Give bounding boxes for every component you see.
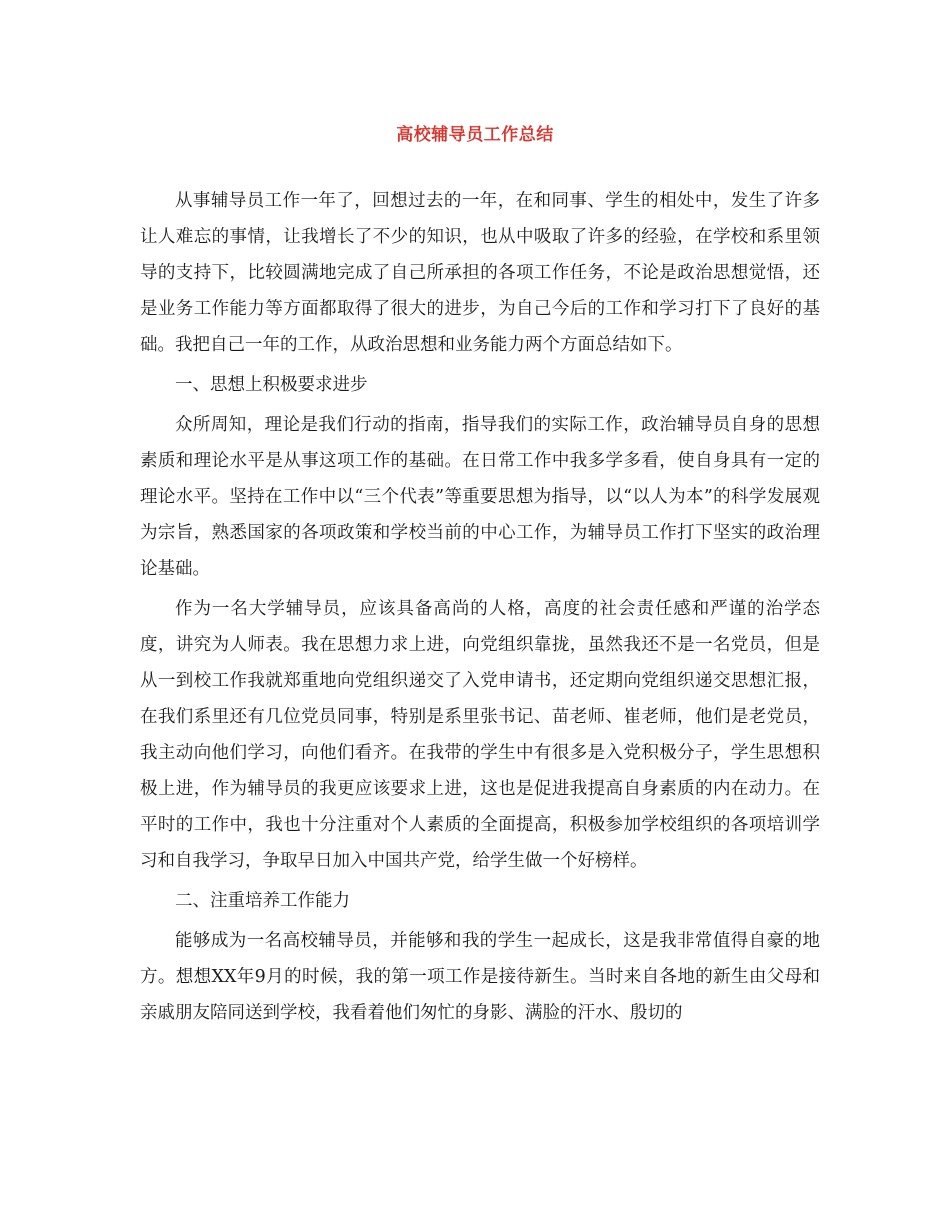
paragraph-ability: 能够成为一名高校辅导员，并能够和我的学生一起成长，这是我非常值得自豪的地方。想想XX年9月的时候，我的第一项工作是接待新生。当时来自各地的新生由父母和亲戚朋友陪同送到学校，我看着他们匆忙的身影、满脸的汗水、殷切的 bbox=[140, 931, 820, 1023]
document-body bbox=[140, 183, 820, 1035]
document-title: 高校辅导员工作总结 bbox=[396, 125, 554, 145]
paragraph-intro: 从事辅导员工作一年了，回想过去的一年，在和同事、学生的相处中，发生了许多让人难忘的事情，让我增长了不少的知识，也从中吸取了许多的经验，在学校和系里领导的支持下，比较圆满地完成了自己所承担的各项工作任务，不论是政治思想觉悟，还是业务工作能力等方面都取得了很大的进步，为自己今后的工作和学习打下了良好的基础。我把自己一年的工作，从政治思想和业务能力两个方面总结如下。 bbox=[140, 191, 820, 355]
paragraph-party: 作为一名大学辅导员，应该具备高尚的人格，高度的社会责任感和严谨的治学态度，讲究为人师表。我在思想力求上进，向党组织靠拢，虽然我还不是一名党员，但是从一到校工作我就郑重地向党组织递交了入党申请书，还定期向党组织递交思想汇报，在我们系里还有几位党员同事，特别是系里张书记、苗老师、崔老师，他们是老党员，我主动向他们学习，向他们看齐。在我带的学生中有很多是入党积极分子，学生思想积极上进，作为辅导员的我更应该要求上进，这也是促进我提高自身素质的内在动力。在平时的工作中，我也十分注重对个人素质的全面提高，积极参加学校组织的各项培训学习和自我学习，争取早日加入中国共产党，给学生做一个好榜样。 bbox=[140, 599, 820, 871]
section-heading-1: 一、思想上积极要求进步 bbox=[175, 375, 368, 395]
section-heading-2: 二、注重培养工作能力 bbox=[175, 891, 350, 911]
paragraph-theory: 众所周知，理论是我们行动的指南，指导我们的实际工作，政治辅导员自身的思想素质和理论水平是从事这项工作的基础。在日常工作中我多学多看，使自身具有一定的理论水平。坚持在工作中以“三个代表”等重要思想为指导，以“以人为本”的科学发展观为宗旨，熟悉国家的各项政策和学校当前的中心工作，为辅导员工作打下坚实的政治理论基础。 bbox=[140, 415, 820, 579]
